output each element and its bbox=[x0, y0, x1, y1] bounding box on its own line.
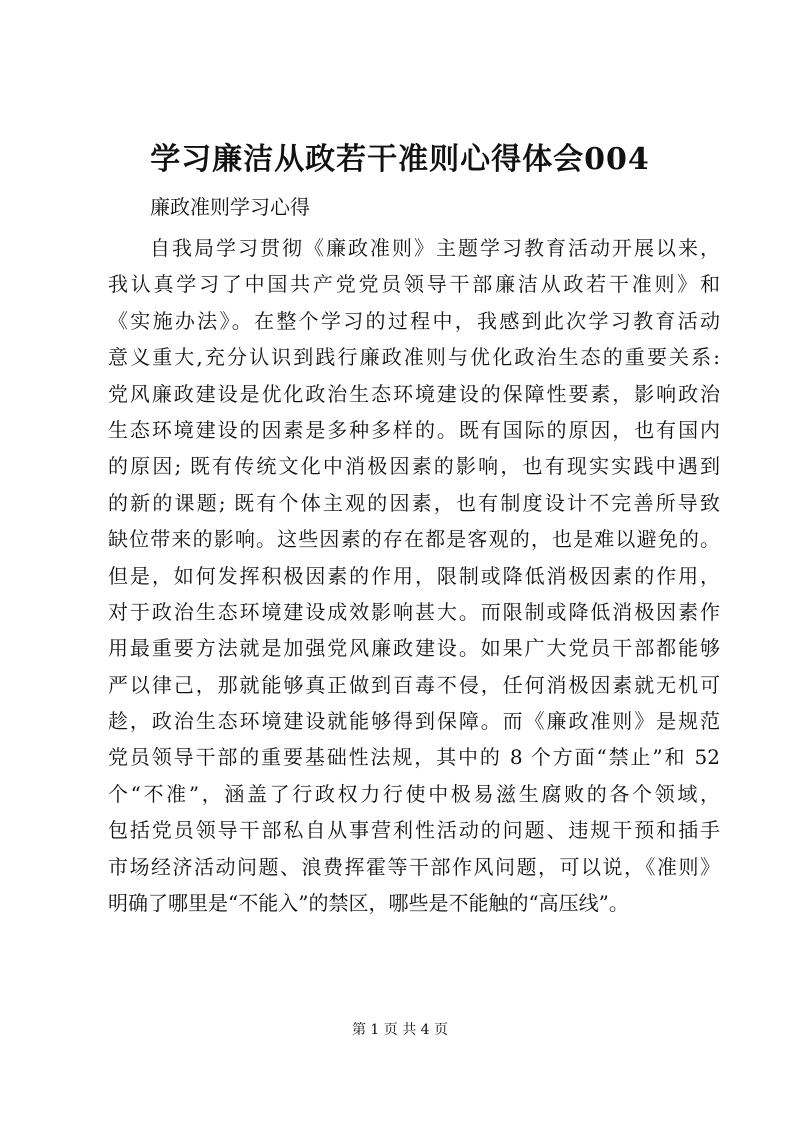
body-line: 我认真学习了中国共产党党员领导干部廉洁从政若干准则》和 bbox=[108, 272, 720, 297]
body-line: 党风廉政建设是优化政治生态环境建设的保障性要素，影响政治 bbox=[108, 381, 720, 406]
body-line: 缺位带来的影响。这些因素的存在都是客观的，也是难以避免的。 bbox=[108, 527, 720, 552]
body-line: 用最重要方法就是加强党风廉政建设。如果广大党员干部都能够 bbox=[108, 636, 720, 661]
body-line: 严以律己，那就能够真正做到百毒不侵，任何消极因素就无机可 bbox=[108, 672, 720, 697]
body-line: 但是，如何发挥积极因素的作用，限制或降低消极因素的作用， bbox=[108, 563, 720, 588]
body-line: 《实施办法》。在整个学习的过程中，我感到此次学习教育活动 bbox=[108, 308, 720, 333]
body-line: 趁，政治生态环境建设就能够得到保障。而《廉政准则》是规范 bbox=[108, 709, 720, 734]
body-line: 自我局学习贯彻《廉政准则》主题学习教育活动开展以来， bbox=[150, 236, 720, 260]
body-line: 对于政治生态环境建设成效影响甚大。而限制或降低消极因素作 bbox=[108, 599, 720, 624]
body-line: 党员领导干部的重要基础性法规，其中的 8 个方面“禁止”和 52 bbox=[108, 745, 720, 770]
document-subtitle: 廉政准则学习心得 bbox=[150, 195, 310, 219]
document-title: 学习廉洁从政若干准则心得体会004 bbox=[150, 142, 650, 177]
page-footer: 第 1 页 共 4 页 bbox=[351, 1022, 449, 1038]
body-line: 个“不准”，涵盖了行政权力行使中极易滋生腐败的各个领域， bbox=[108, 781, 720, 806]
body-line: 的原因; 既有传统文化中消极因素的影响，也有现实实践中遇到 bbox=[108, 454, 720, 479]
body-line: 的新的课题; 既有个体主观的因素，也有制度设计不完善所导致 bbox=[108, 490, 720, 515]
body-line: 意义重大,充分认识到践行廉政准则与优化政治生态的重要关系: bbox=[108, 345, 720, 370]
body-paragraph bbox=[108, 230, 720, 921]
body-line: 明确了哪里是“不能入”的禁区，哪些是不能触的“高压线”。 bbox=[108, 891, 629, 916]
body-line: 包括党员领导干部私自从事营利性活动的问题、违规干预和插手 bbox=[108, 818, 720, 843]
body-line: 生态环境建设的因素是多种多样的。既有国际的原因，也有国内 bbox=[108, 417, 720, 442]
body-line: 市场经济活动问题、浪费挥霍等干部作风问题，可以说，《准则》 bbox=[108, 854, 720, 879]
